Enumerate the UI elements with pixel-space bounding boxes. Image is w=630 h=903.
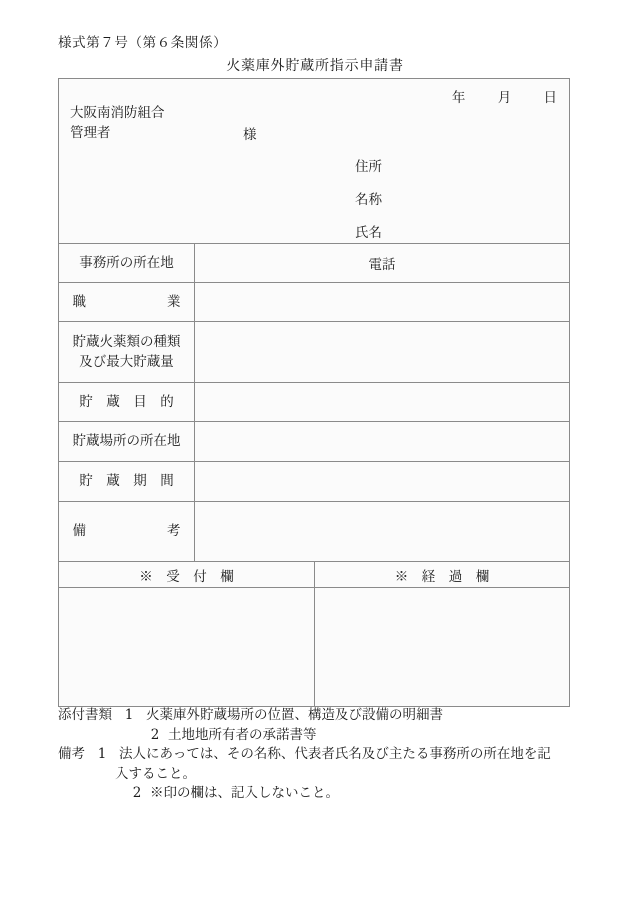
label-storage-location: 貯蔵場所の所在地 [59, 422, 195, 461]
official-use-header-row [59, 562, 569, 588]
note-number-1: 1 [97, 746, 107, 762]
form-number: 様式第７号（第６条関係） [58, 35, 228, 51]
note-text-1: 法人にあっては、その名称、代表者氏名及び主たる事務所の所在地を記 [119, 746, 551, 762]
table-row-occupation [59, 283, 569, 322]
value-office-address[interactable] [195, 244, 569, 282]
header-row [59, 79, 569, 244]
application-form-table [58, 78, 570, 707]
table-row-remarks [59, 502, 569, 562]
attachment-text-2: 土地地所有者の承諾書等 [168, 726, 317, 743]
official-progress-body[interactable] [315, 588, 569, 706]
value-storage-location[interactable] [195, 422, 569, 461]
label-office-address: 事務所の所在地 [59, 244, 195, 282]
table-row-storage-purpose [59, 383, 569, 422]
date-month-label: 月 [497, 90, 512, 106]
value-remarks[interactable] [195, 502, 569, 561]
official-reception-header: ※ 受 付 欄 [59, 562, 315, 587]
label-occupation: 職 業 [59, 283, 195, 321]
table-row-explosive-type [59, 322, 569, 383]
applicant-fields [355, 151, 382, 250]
applicant-personal-name-label: 氏名 [355, 225, 382, 241]
addressee-honorific: 様 [243, 127, 257, 143]
applicant-address-label: 住所 [355, 159, 382, 175]
attachment-number-2: 2 [150, 726, 160, 743]
footer-notes [58, 706, 593, 804]
value-explosive-type[interactable] [195, 322, 569, 382]
notes-label: 備考 [58, 746, 85, 762]
telephone-label: 電話 [368, 257, 396, 273]
date-line [452, 86, 557, 106]
label-explosive-type [59, 322, 195, 382]
note-text-2: ※印の欄は、記入しないこと。 [150, 785, 339, 801]
label-explosive-type-line1: 貯蔵火薬類の種類 [72, 334, 181, 350]
date-day-label: 日 [543, 90, 557, 106]
value-storage-purpose[interactable] [195, 383, 569, 421]
attachment-item-1 [58, 706, 593, 726]
label-explosive-type-line2: 及び最大貯蔵量 [79, 354, 174, 370]
label-storage-purpose: 貯 蔵 目 的 [59, 383, 195, 421]
document-title: 火薬庫外貯蔵所指示申請書 [226, 58, 404, 74]
note-item-1-continuation: 入すること。 [115, 765, 196, 782]
table-row-office-address [59, 244, 569, 283]
table-row-storage-period [59, 462, 569, 502]
label-remarks: 備 考 [59, 502, 195, 561]
official-progress-header: ※ 経 過 欄 [394, 568, 490, 585]
table-row-storage-location [59, 422, 569, 462]
value-occupation[interactable] [195, 283, 569, 321]
attachment-text-1: 火薬庫外貯蔵場所の位置、構造及び設備の明細書 [146, 707, 443, 723]
note-item-2 [58, 784, 593, 804]
date-year-label: 年 [451, 90, 466, 106]
value-storage-period[interactable] [195, 462, 569, 501]
attachment-number-1: 1 [124, 707, 134, 723]
note-number-2: 2 [132, 785, 142, 801]
note-item-1 [58, 745, 593, 765]
addressee-organization: 大阪南消防組合 [70, 105, 165, 121]
official-reception-body[interactable] [59, 588, 315, 706]
applicant-name-label: 名称 [355, 192, 382, 208]
label-storage-period: 貯 蔵 期 間 [59, 462, 195, 501]
addressee-cell [59, 79, 569, 243]
attachment-item-2 [58, 726, 593, 746]
addressee-position: 管理者 [70, 125, 111, 141]
attachments-label: 添付書類 [58, 707, 112, 723]
official-use-body-row [59, 588, 569, 706]
